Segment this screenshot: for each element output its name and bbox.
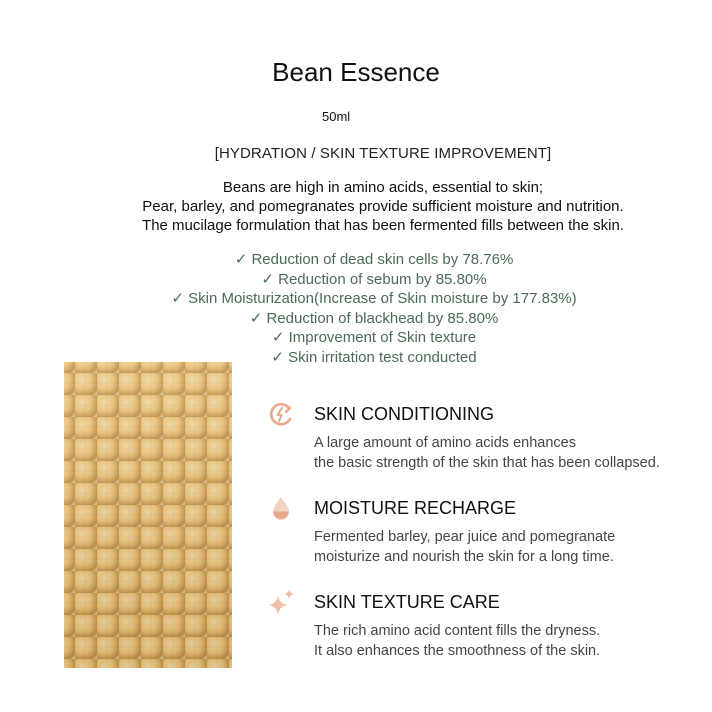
feature-line: Fermented barley, pear juice and pomegranate xyxy=(314,529,616,545)
sparkle-icon xyxy=(266,587,296,617)
description-line: Pear, barley, and pomegranates provide sufficient moisture and nutrition. xyxy=(142,198,624,215)
feature-description xyxy=(314,527,615,567)
skin-conditioning-icon xyxy=(266,399,296,429)
benefit-item: ✓ Reduction of sebum by 85.80% xyxy=(261,270,487,288)
feature-description xyxy=(314,433,660,473)
product-volume: 50ml xyxy=(322,109,351,124)
feature-line: A large amount of amino acids enhances xyxy=(314,435,576,451)
water-drop-icon xyxy=(266,493,296,523)
benefit-item: ✓ Skin irritation test conducted xyxy=(271,348,477,366)
feature-title: MOISTURE RECHARGE xyxy=(314,498,517,518)
benefits-list xyxy=(0,250,712,367)
feature-line: the basic strength of the skin that has been collapsed. xyxy=(314,455,660,471)
benefit-item: ✓ Reduction of blackhead by 85.80% xyxy=(249,309,499,327)
benefit-item: ✓ Reduction of dead skin cells by 78.76% xyxy=(234,251,514,268)
soybeans-image xyxy=(64,362,232,668)
feature-description xyxy=(314,621,600,661)
feature-title: SKIN TEXTURE CARE xyxy=(314,592,500,612)
feature-line: moisturize and nourish the skin for a long time. xyxy=(314,549,614,565)
feature-line: The rich amino acid content fills the dryness. xyxy=(314,623,601,639)
feature-line: It also enhances the smoothness of the skin. xyxy=(314,643,601,659)
description-line: The mucilage formulation that has been fermented fills between the skin. xyxy=(142,217,624,234)
product-description xyxy=(0,178,712,235)
benefit-item: ✓ Skin Moisturization(Increase of Skin moisture by 177.83%) xyxy=(171,290,577,307)
feature-title: SKIN CONDITIONING xyxy=(314,404,495,424)
description-line: Beans are high in amino acids, essential to skin; xyxy=(222,179,544,196)
benefit-item: ✓ Improvement of Skin texture xyxy=(271,329,477,346)
product-category-tag: [HYDRATION / SKIN TEXTURE IMPROVEMENT] xyxy=(214,145,552,162)
product-title: Bean Essence xyxy=(272,57,440,87)
